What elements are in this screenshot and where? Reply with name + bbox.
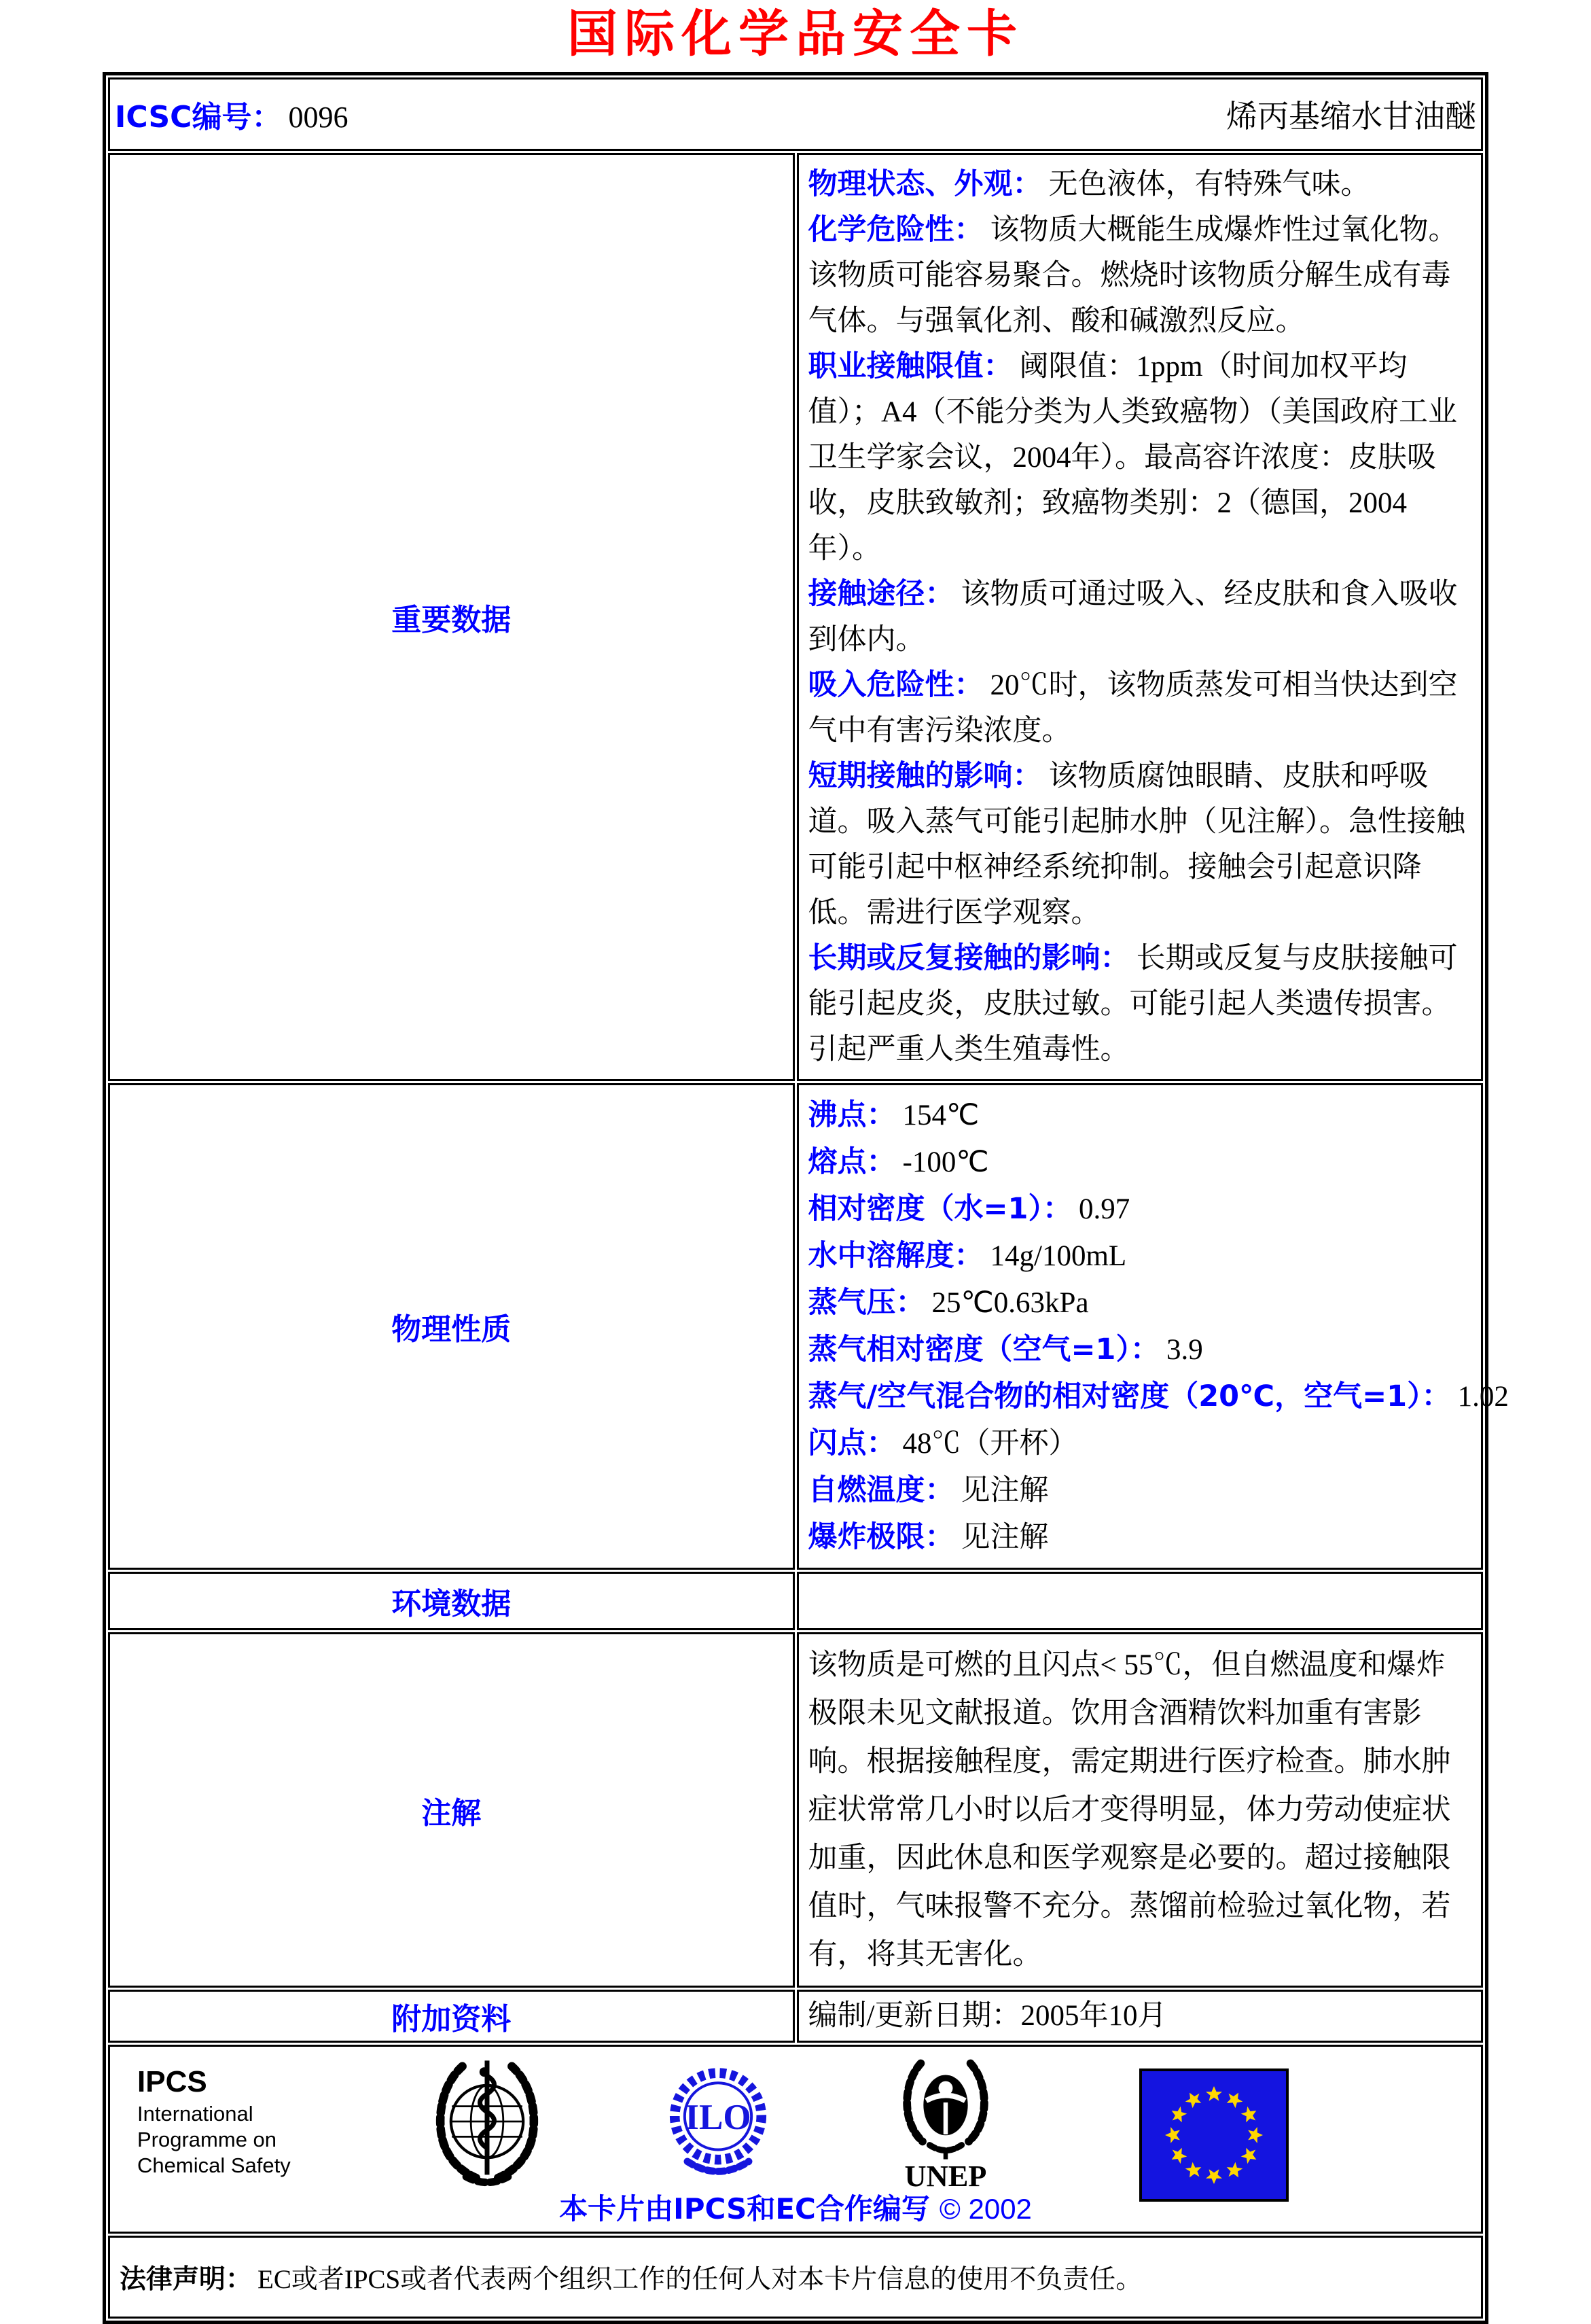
- field-label: 自燃温度：: [808, 1473, 954, 1507]
- ipcs-line: Chemical Safety: [137, 2153, 291, 2177]
- field-label: 熔点：: [808, 1145, 896, 1179]
- field-label: 吸入危险性：: [808, 668, 984, 702]
- field-label: 水中溶解度：: [808, 1239, 984, 1273]
- important-item: [808, 207, 1472, 344]
- field-label: 爆炸极限：: [808, 1520, 954, 1554]
- field-label: 接触途径：: [808, 577, 954, 611]
- row-legal-notice: [108, 2236, 1483, 2319]
- field-label: 闪点：: [808, 1426, 896, 1460]
- legal-notice-label: 法律声明：: [120, 2264, 253, 2295]
- field-label: 短期接触的影响：: [808, 759, 1042, 793]
- field-value: 0.97: [1078, 1193, 1130, 1225]
- notes-row-label: 注解: [108, 1632, 795, 1988]
- property-item: [808, 1186, 1472, 1233]
- property-item: [808, 1139, 1472, 1186]
- row-important-data: [108, 153, 1483, 1081]
- who-logo-icon: [429, 2055, 545, 2188]
- physical-properties-content: [797, 1083, 1509, 1570]
- credit-text: 本卡片由IPCS和EC合作编写: [559, 2192, 930, 2225]
- eu-flag-icon: [1139, 2068, 1289, 2202]
- field-value: 1.02: [1457, 1381, 1509, 1413]
- property-item: [808, 1467, 1472, 1514]
- property-item: [808, 1280, 1472, 1326]
- unep-letters: UNEP: [904, 2158, 987, 2189]
- field-value: 该物质腐蚀眼睛、皮肤和呼吸道。吸入蒸气可能引起肺水肿（见注解）。急性接触可能引起中枢神经系统抑制。接触会引起意识降低。需进行医学观察。: [808, 760, 1465, 929]
- notes-content: [797, 1632, 1484, 1988]
- ipcs-line: International: [137, 2102, 253, 2126]
- important-item: [808, 754, 1472, 936]
- icsc-number-value: 0096: [288, 101, 348, 134]
- field-value: 无色液体，有特殊气味。: [1048, 169, 1370, 200]
- row-notes: [108, 1632, 1483, 1988]
- row-icsc-header: [108, 77, 1483, 151]
- field-label: 蒸气相对密度（空气=1）：: [808, 1333, 1160, 1367]
- field-value: 20℃时，该物质蒸发可相当快达到空气中有害污染浓度。: [808, 669, 1458, 747]
- field-value: 14g/100mL: [990, 1240, 1127, 1272]
- field-value: 154℃: [902, 1099, 980, 1131]
- property-item: [808, 1373, 1509, 1420]
- logos-strip: [117, 2051, 1474, 2189]
- ipcs-text-block: [137, 2063, 341, 2179]
- field-value: 见注解: [961, 1475, 1049, 1507]
- ilo-logo-icon: [664, 2060, 772, 2187]
- property-item: [808, 1514, 1472, 1561]
- page-title: 国际化学品安全卡: [567, 5, 1024, 63]
- field-value: 该物质可通过吸入、经皮肤和食入吸收到体内。: [808, 578, 1458, 656]
- ipcs-abbr: IPCS: [137, 2065, 207, 2098]
- field-value: -100℃: [902, 1146, 989, 1178]
- property-item: [808, 1326, 1472, 1373]
- row-logos: [108, 2045, 1483, 2234]
- field-label: 物理状态、外观：: [808, 167, 1042, 201]
- field-value: 长期或反复与皮肤接触可能引起皮炎，皮肤过敏。可能引起人类遗传损害。引起严重人类生殖毒性。: [808, 943, 1458, 1066]
- field-label: 相对密度（水=1）：: [808, 1192, 1072, 1226]
- field-value: 3.9: [1166, 1334, 1203, 1366]
- ipcs-line: Programme on: [137, 2128, 277, 2151]
- unep-logo-icon: [891, 2056, 1000, 2189]
- important-item: [808, 571, 1472, 663]
- field-label: 化学危险性：: [808, 213, 984, 247]
- property-item: [808, 1092, 1472, 1139]
- legal-notice-text: EC或者IPCS或者代表两个组织工作的任何人对本卡片信息的使用不负责任。: [257, 2265, 1143, 2294]
- property-item: [808, 1233, 1472, 1280]
- field-label: 长期或反复接触的影响：: [808, 941, 1130, 975]
- field-value: 见注解: [961, 1521, 1049, 1553]
- icsc-card-table: [103, 72, 1509, 2324]
- additional-info-row-label: 附加资料: [108, 1990, 795, 2043]
- copyright-text: © 2002: [939, 2193, 1032, 2225]
- field-value: 该物质大概能生成爆炸性过氧化物。该物质可能容易聚合。燃烧时该物质分解生成有毒气体。与强氧化剂、酸和碱激烈反应。: [808, 214, 1458, 337]
- icsc-number-field: [115, 92, 348, 136]
- additional-info-content: 编制/更新日期：2005年10月: [797, 1990, 1484, 2043]
- important-item: [808, 162, 1472, 207]
- physical-properties-row-label: 物理性质: [108, 1083, 795, 1570]
- field-label: 蒸气压：: [808, 1286, 925, 1320]
- field-value: 阈限值：1ppm（时间加权平均值）；A4（不能分类为人类致癌物）（美国政府工业卫生学家会议，2004年）。最高容许浓度：皮肤吸收，皮肤致敏剂；致癌物类别：2（德国，2004年）。: [808, 351, 1458, 565]
- field-value: 25℃0.63kPa: [931, 1287, 1089, 1319]
- field-label: 蒸气/空气混合物的相对密度（20℃，空气=1）：: [808, 1379, 1451, 1413]
- row-additional-info: [108, 1990, 1483, 2043]
- field-value: 48℃（开杯）: [902, 1428, 1078, 1460]
- icsc-number-label: ICSC编号：: [115, 100, 282, 135]
- important-item: [808, 663, 1472, 754]
- row-physical-properties: [108, 1083, 1483, 1570]
- environmental-data-content: [797, 1572, 1484, 1630]
- important-item: [808, 936, 1472, 1072]
- important-data-row-label: 重要数据: [108, 153, 795, 1081]
- row-environmental-data: [108, 1572, 1483, 1630]
- environmental-data-row-label: 环境数据: [108, 1572, 795, 1630]
- important-item: [808, 344, 1472, 571]
- notes-text: 该物质是可燃的且闪点< 55℃，但自燃温度和爆炸极限未见文献报道。饮用含酒精饮料加重有害影响。根据接触程度，需定期进行医疗检查。肺水肿症状常常几小时以后才变得明显，体力劳动使症状加重，因此休息和医学观察是必要的。超过接触限值时，气味报警不充分。蒸馏前检验过氧化物，若有，将其无害化。: [808, 1649, 1451, 1971]
- important-data-content: [797, 153, 1484, 1081]
- field-label: 沸点：: [808, 1098, 896, 1132]
- chemical-name: 烯丙基缩水甘油醚: [1226, 99, 1476, 134]
- ilo-letters: ILO: [685, 2097, 751, 2137]
- property-item: [808, 1420, 1472, 1467]
- field-label: 职业接触限值：: [808, 349, 1013, 383]
